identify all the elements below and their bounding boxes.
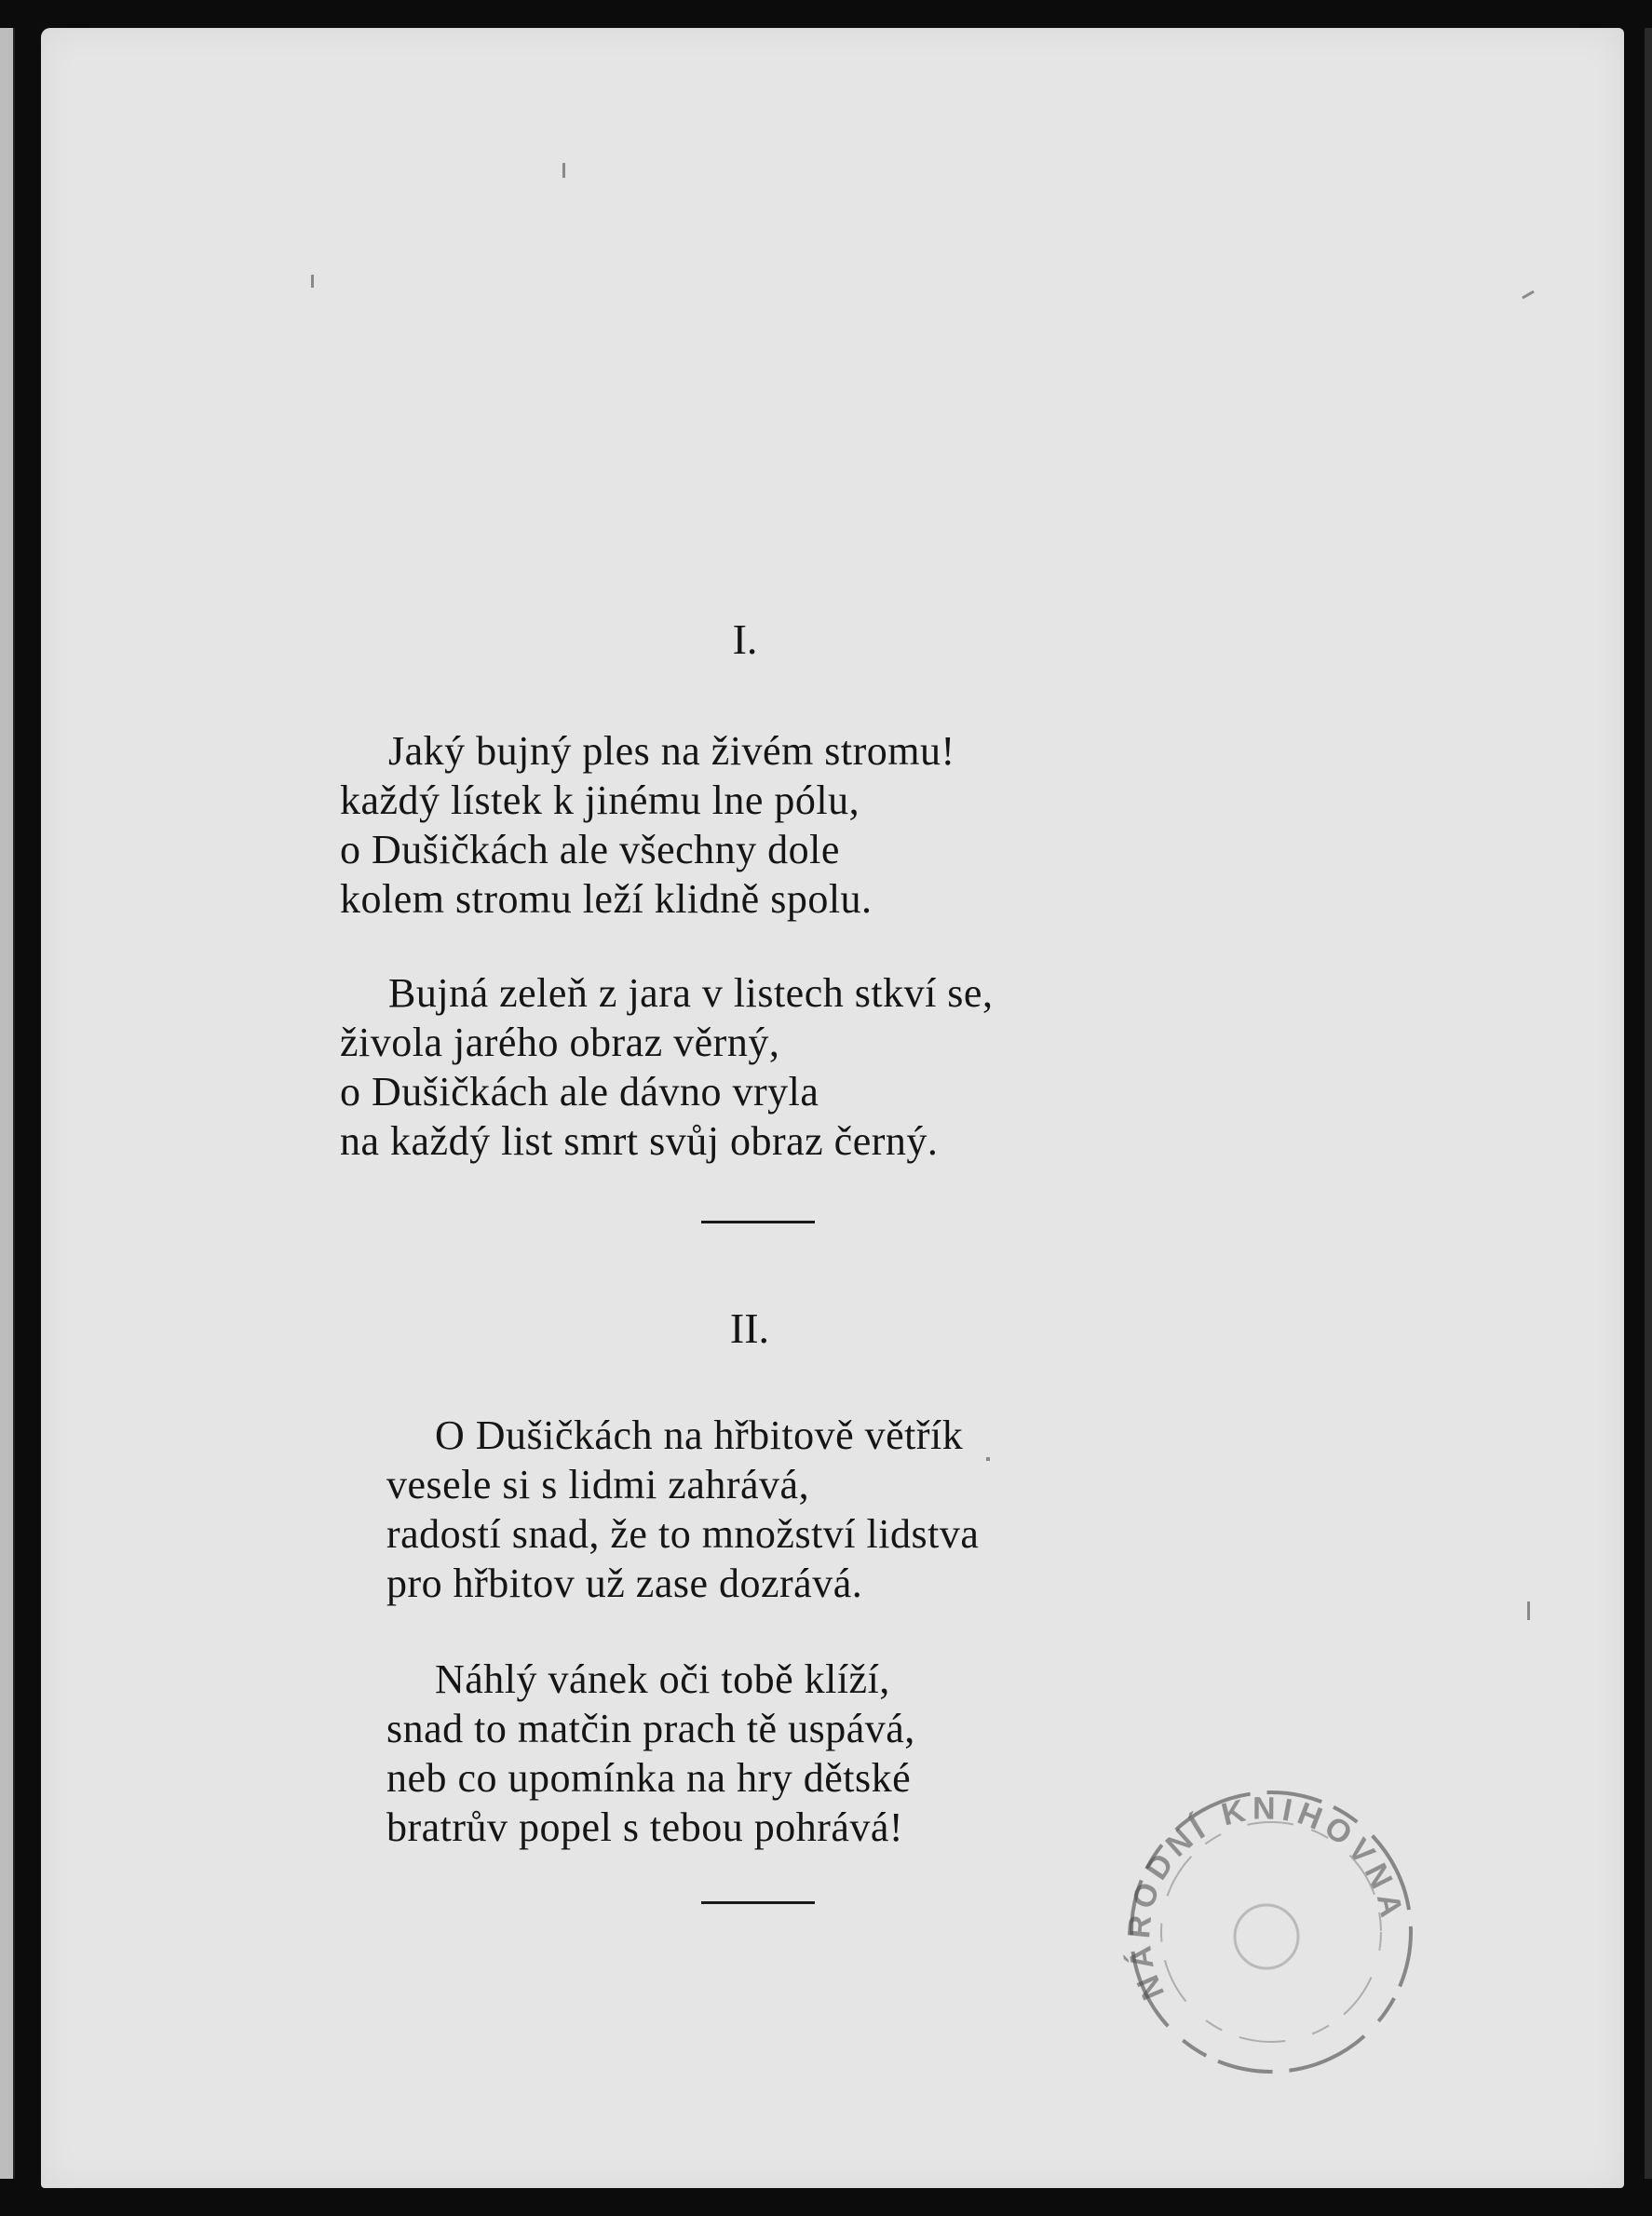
scan-speck bbox=[311, 275, 314, 288]
facing-page-edge bbox=[0, 28, 15, 2179]
poem-line: Jaký bujný ples na živém stromu! bbox=[388, 728, 955, 774]
poem-line: Bujná zeleň z jara v listech stkví se, bbox=[388, 970, 994, 1016]
poem-line: pro hřbitov už zase dozrává. bbox=[386, 1561, 863, 1606]
poem-line: živola jarého obraz věrný, bbox=[340, 1020, 780, 1065]
poem-stanza bbox=[340, 968, 993, 1166]
scan-speck bbox=[1522, 291, 1535, 300]
poem-stanza bbox=[386, 1655, 915, 1852]
poem-line: O Dušičkách na hřbitově větřík bbox=[435, 1412, 964, 1458]
poem-line: kolem stromu leží klidně spolu. bbox=[340, 876, 873, 922]
scan-speck bbox=[986, 1457, 990, 1461]
scan-speck bbox=[1527, 1601, 1530, 1620]
library-stamp bbox=[1113, 1778, 1429, 2086]
svg-text:NÁRODNÍ KNIHOVNA bbox=[1121, 1790, 1410, 2005]
poem-line: na každý list smrt svůj obraz černý. bbox=[340, 1118, 939, 1164]
section-number: II. bbox=[729, 1304, 770, 1352]
poem-line: o Dušičkách ale všechny dole bbox=[340, 827, 840, 872]
poem-line: snad to matčin prach tě uspává, bbox=[386, 1706, 915, 1751]
section-number: I. bbox=[732, 615, 758, 663]
poem-stanza bbox=[386, 1411, 979, 1608]
page-right-edge bbox=[1645, 28, 1652, 2179]
section-divider bbox=[701, 1901, 815, 1904]
poem-line: o Dušičkách ale dávno vryla bbox=[340, 1069, 819, 1115]
section-divider bbox=[701, 1221, 815, 1223]
poem-line: každý lístek k jinému lne pólu, bbox=[340, 777, 860, 823]
scan-speck bbox=[562, 163, 565, 178]
poem-stanza bbox=[340, 726, 955, 924]
stamp-text: NÁRODNÍ KNIHOVNA bbox=[1121, 1790, 1411, 2006]
poem-line: bratrův popel s tebou pohrává! bbox=[386, 1804, 904, 1850]
poem-line: radostí snad, že to množství lidstva bbox=[386, 1511, 980, 1557]
poem-line: Náhlý vánek oči tobě klíží, bbox=[435, 1656, 890, 1702]
poem-line: vesele si s lidmi zahrává, bbox=[386, 1462, 810, 1507]
poem-line: neb co upomínka na hry dětské bbox=[386, 1755, 912, 1801]
